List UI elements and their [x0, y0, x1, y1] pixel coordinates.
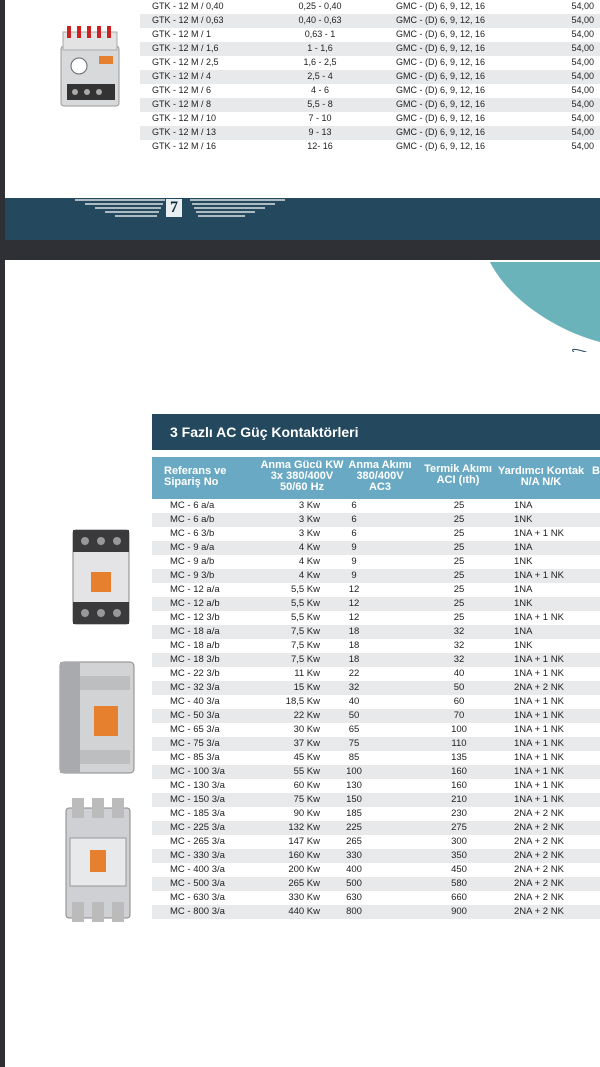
cell-ith: 160: [451, 766, 467, 777]
table-row: [152, 625, 600, 639]
cell-ith: 50: [453, 682, 465, 693]
cell-amp: 32: [348, 682, 360, 693]
cell-kw: 11 Kw: [294, 668, 320, 679]
header-aux-contact: Yardımcı Kontak N/A N/K: [497, 465, 585, 488]
cell-range: 1 - 1,6: [307, 43, 333, 53]
cell-price: 54,00: [571, 99, 594, 109]
table-row: [152, 499, 600, 513]
table-row: [140, 140, 600, 154]
cell-price: 54,00: [571, 127, 594, 137]
section-title: 3 Fazlı AC Güç Kontaktörleri: [170, 424, 359, 440]
cell-range: 12- 16: [307, 141, 333, 151]
cell-aux: 2NA + 2 NK: [514, 864, 564, 875]
cell-ith: 32: [453, 640, 465, 651]
cell-amp: 100: [346, 766, 362, 777]
cell-ith: 275: [451, 822, 467, 833]
cell-ith: 25: [453, 598, 465, 609]
cell-kw: 265 Kw: [288, 878, 320, 889]
cell-ref: GTK - 12 M / 4: [152, 71, 212, 81]
table-row: [152, 891, 600, 905]
table-row: [140, 28, 600, 42]
table-row: [140, 42, 600, 56]
cell-range: 4 - 6: [310, 85, 329, 95]
cell-ref: MC - 85 3/a: [170, 752, 220, 763]
table-row: [140, 84, 600, 98]
table-row: [140, 112, 600, 126]
cell-ref: MC - 6 a/b: [170, 514, 215, 525]
cell-kw: 7,5 Kw: [290, 626, 320, 637]
table-row: [140, 126, 600, 140]
cell-aux: 2NA + 2 NK: [514, 878, 564, 889]
contactor-medium-image: [58, 660, 136, 775]
cell-contactor: GMC - (D) 6, 9, 12, 16: [396, 127, 486, 137]
cell-aux: 2NA + 2 NK: [514, 808, 564, 819]
cell-amp: 12: [348, 584, 360, 595]
cell-aux: 1NK: [514, 514, 533, 525]
cell-ref: MC - 185 3/a: [170, 808, 225, 819]
cell-range: 5,5 - 8: [307, 99, 333, 109]
header-reference: Referans ve Sipariş No: [164, 465, 227, 488]
cell-aux: 2NA + 2 NK: [514, 822, 564, 833]
thermal-relay-image: [55, 26, 125, 110]
cell-aux: 1NA + 1 NK: [514, 738, 564, 749]
cell-price: 54,00: [571, 43, 594, 53]
teal-arc-decoration: [490, 262, 600, 352]
cell-ref: GTK - 12 M / 6: [152, 85, 212, 95]
cell-ref: MC - 65 3/a: [170, 724, 220, 735]
cell-contactor: GMC - (D) 6, 9, 12, 16: [396, 29, 486, 39]
cell-kw: 4 Kw: [298, 542, 320, 553]
table-row: [152, 513, 600, 527]
cell-amp: 330: [346, 850, 362, 861]
cell-ith: 32: [453, 654, 465, 665]
contactor-small-image: [71, 528, 131, 626]
cell-kw: 37 Kw: [293, 738, 320, 749]
cell-ith: 450: [451, 864, 467, 875]
cell-range: 2,5 - 4: [307, 71, 333, 81]
cell-kw: 3 Kw: [298, 500, 320, 511]
cell-kw: 160 Kw: [288, 850, 320, 861]
footer-decoration: [5, 198, 600, 240]
header-power: Anma Gücü KW 3x 380/400V 50/60 Hz: [260, 459, 344, 493]
cell-ith: 25: [453, 556, 465, 567]
table-row: [152, 863, 600, 877]
cell-contactor: GMC - (D) 6, 9, 12, 16: [396, 99, 486, 109]
cell-ref: MC - 18 a/b: [170, 640, 220, 651]
cell-ith: 135: [451, 752, 467, 763]
cell-range: 0,25 - 0,40: [298, 1, 342, 11]
cell-ith: 230: [451, 808, 467, 819]
cell-price: 54,00: [571, 15, 594, 25]
table-row: [152, 821, 600, 835]
cell-contactor: GMC - (D) 6, 9, 12, 16: [396, 43, 486, 53]
cell-ith: 25: [453, 584, 465, 595]
cell-ref: MC - 265 3/a: [170, 836, 225, 847]
cell-aux: 1NA + 1 NK: [514, 528, 564, 539]
cell-aux: 1NA + 1 NK: [514, 780, 564, 791]
table-row: [152, 807, 600, 821]
cell-ref: GTK - 12 M / 10: [152, 113, 217, 123]
cell-amp: 400: [346, 864, 362, 875]
cell-ref: MC - 400 3/a: [170, 864, 225, 875]
cell-contactor: GMC - (D) 6, 9, 12, 16: [396, 15, 486, 25]
cell-ith: 900: [451, 906, 467, 917]
cell-ref: MC - 6 a/a: [170, 500, 215, 511]
cell-kw: 15 Kw: [293, 682, 320, 693]
header-thermal: Termik Akımı ACI (ıth): [424, 463, 492, 486]
cell-amp: 630: [346, 892, 362, 903]
cell-ref: MC - 12 a/b: [170, 598, 220, 609]
cell-ref: GTK - 12 M / 0,40: [152, 1, 224, 11]
cell-amp: 265: [346, 836, 362, 847]
cell-kw: 90 Kw: [293, 808, 320, 819]
cell-kw: 5,5 Kw: [290, 612, 320, 623]
cell-ith: 300: [451, 836, 467, 847]
table-row: [152, 597, 600, 611]
cell-kw: 5,5 Kw: [290, 584, 320, 595]
cell-ith: 40: [453, 668, 465, 679]
cell-ref: GTK - 12 M / 8: [152, 99, 212, 109]
cell-kw: 60 Kw: [293, 780, 320, 791]
table-row: [152, 835, 600, 849]
cell-contactor: GMC - (D) 6, 9, 12, 16: [396, 141, 486, 151]
cell-ref: MC - 32 3/a: [170, 682, 220, 693]
cell-ref: MC - 150 3/a: [170, 794, 225, 805]
cell-ref: MC - 500 3/a: [170, 878, 225, 889]
cell-kw: 30 Kw: [293, 724, 320, 735]
cell-price: 54,00: [571, 1, 594, 11]
cell-amp: 130: [346, 780, 362, 791]
cell-ith: 25: [453, 500, 465, 511]
cell-aux: 1NA + 1 NK: [514, 612, 564, 623]
cell-kw: 7,5 Kw: [290, 654, 320, 665]
cell-amp: 9: [351, 556, 357, 567]
cell-kw: 18,5 Kw: [285, 696, 320, 707]
table-row: [152, 695, 600, 709]
table-row: [152, 793, 600, 807]
cell-aux: 1NA: [514, 500, 533, 511]
cell-ref: MC - 50 3/a: [170, 710, 220, 721]
cell-amp: 18: [348, 626, 360, 637]
cell-kw: 55 Kw: [293, 766, 320, 777]
cell-amp: 9: [351, 570, 357, 581]
cell-amp: 85: [348, 752, 360, 763]
section-title-bar: [152, 414, 600, 450]
cell-ith: 210: [451, 794, 467, 805]
cell-range: 0,40 - 0,63: [298, 15, 342, 25]
table-row: [152, 611, 600, 625]
cell-aux: 2NA + 2 NK: [514, 850, 564, 861]
cell-kw: 4 Kw: [298, 556, 320, 567]
cell-ref: MC - 100 3/a: [170, 766, 225, 777]
cell-amp: 12: [348, 612, 360, 623]
cell-ref: MC - 9 a/a: [170, 542, 215, 553]
cell-range: 1,6 - 2,5: [303, 57, 337, 67]
cell-amp: 65: [348, 724, 360, 735]
cell-aux: 1NK: [514, 640, 533, 651]
cell-range: 7 - 10: [308, 113, 332, 123]
table-row: [152, 765, 600, 779]
cell-ref: MC - 130 3/a: [170, 780, 225, 791]
cell-ref: MC - 225 3/a: [170, 822, 225, 833]
page-number: 7: [166, 199, 182, 217]
cell-price: 54,00: [571, 85, 594, 95]
cell-ith: 25: [453, 612, 465, 623]
cell-price: 54,00: [571, 57, 594, 67]
table-row: [152, 709, 600, 723]
table-row: [152, 681, 600, 695]
cell-kw: 132 Kw: [288, 822, 320, 833]
cell-ith: 32: [453, 626, 465, 637]
cell-contactor: GMC - (D) 6, 9, 12, 16: [396, 57, 486, 67]
cell-kw: 22 Kw: [293, 710, 320, 721]
cell-ith: 580: [451, 878, 467, 889]
cell-aux: 1NA + 1 NK: [514, 724, 564, 735]
cell-ref: GTK - 12 M / 0,63: [152, 15, 224, 25]
cell-ref: GTK - 12 M / 2,5: [152, 57, 219, 67]
cell-ref: MC - 9 3/b: [170, 570, 215, 581]
cell-amp: 50: [348, 710, 360, 721]
cell-kw: 3 Kw: [298, 514, 320, 525]
table-row: [152, 905, 600, 919]
cell-aux: 2NA + 2 NK: [514, 836, 564, 847]
cell-ref: GTK - 12 M / 13: [152, 127, 217, 137]
cell-kw: 330 Kw: [288, 892, 320, 903]
cell-kw: 7,5 Kw: [290, 640, 320, 651]
cell-aux: 1NA: [514, 584, 533, 595]
table-row: [152, 779, 600, 793]
cell-ith: 660: [451, 892, 467, 903]
cell-amp: 185: [346, 808, 362, 819]
cell-aux: 1NA + 1 NK: [514, 654, 564, 665]
table-row: [152, 751, 600, 765]
cell-kw: 3 Kw: [298, 528, 320, 539]
cell-ith: 25: [453, 570, 465, 581]
cell-amp: 500: [346, 878, 362, 889]
cell-amp: 800: [346, 906, 362, 917]
cell-amp: 18: [348, 640, 360, 651]
cell-ith: 160: [451, 780, 467, 791]
cell-aux: 1NA: [514, 626, 533, 637]
cell-kw: 4 Kw: [298, 570, 320, 581]
cell-ref: MC - 18 3/b: [170, 654, 220, 665]
cell-contactor: GMC - (D) 6, 9, 12, 16: [396, 113, 486, 123]
cell-kw: 45 Kw: [293, 752, 320, 763]
cell-ref: MC - 18 a/a: [170, 626, 220, 637]
cell-ref: MC - 75 3/a: [170, 738, 220, 749]
table-row: [152, 569, 600, 583]
cell-amp: 40: [348, 696, 360, 707]
table-row: [152, 555, 600, 569]
table-row: [140, 98, 600, 112]
table-row: [152, 849, 600, 863]
page-separator: [0, 240, 600, 260]
page-footer-band: [5, 198, 600, 240]
cell-aux: 1NA + 1 NK: [514, 752, 564, 763]
cell-ref: MC - 12 a/a: [170, 584, 220, 595]
cell-contactor: GMC - (D) 6, 9, 12, 16: [396, 1, 486, 11]
table-row: [152, 527, 600, 541]
cell-ref: GTK - 12 M / 1: [152, 29, 212, 39]
header-extra: B: [592, 465, 600, 477]
cell-ith: 350: [451, 850, 467, 861]
cell-kw: 200 Kw: [288, 864, 320, 875]
cell-price: 54,00: [571, 113, 594, 123]
cell-aux: 1NA + 1 NK: [514, 570, 564, 581]
cell-aux: 1NA + 1 NK: [514, 696, 564, 707]
table-row: [140, 56, 600, 70]
cell-amp: 225: [346, 822, 362, 833]
cell-range: 9 - 13: [308, 127, 332, 137]
cell-aux: 1NA: [514, 542, 533, 553]
table-row: [152, 877, 600, 891]
cell-aux: 2NA + 2 NK: [514, 906, 564, 917]
cell-ith: 70: [453, 710, 465, 721]
table-row: [152, 653, 600, 667]
cell-aux: 1NK: [514, 598, 533, 609]
cell-aux: 1NA + 1 NK: [514, 794, 564, 805]
contactor-large-image: [62, 798, 134, 922]
cell-ref: MC - 22 3/b: [170, 668, 220, 679]
cell-ref: GTK - 12 M / 1,6: [152, 43, 219, 53]
table-row: [140, 14, 600, 28]
cell-ref: MC - 330 3/a: [170, 850, 225, 861]
table-row: [152, 583, 600, 597]
left-page-edge: [0, 0, 5, 1067]
cell-kw: 75 Kw: [293, 794, 320, 805]
cell-ith: 60: [453, 696, 465, 707]
cell-ith: 110: [451, 738, 467, 749]
cell-ith: 25: [453, 514, 465, 525]
table-row: [140, 0, 600, 14]
cell-range: 0,63 - 1: [304, 29, 336, 39]
cell-aux: 1NA + 1 NK: [514, 710, 564, 721]
cell-amp: 22: [348, 668, 360, 679]
cell-aux: 1NA + 1 NK: [514, 766, 564, 777]
table-row: [152, 639, 600, 653]
table-header: [152, 457, 600, 499]
cell-amp: 6: [351, 528, 357, 539]
table-row: [140, 70, 600, 84]
cell-aux: 2NA + 2 NK: [514, 892, 564, 903]
cell-amp: 18: [348, 654, 360, 665]
cell-ref: GTK - 12 M / 16: [152, 141, 217, 151]
cell-price: 54,00: [571, 141, 594, 151]
cell-ith: 25: [453, 542, 465, 553]
cell-price: 54,00: [571, 71, 594, 81]
cell-ref: MC - 630 3/a: [170, 892, 225, 903]
cell-ref: MC - 6 3/b: [170, 528, 215, 539]
cell-amp: 12: [348, 598, 360, 609]
header-current: Anma Akımı 380/400V AC3: [348, 459, 412, 493]
table-row: [152, 541, 600, 555]
cell-amp: 9: [351, 542, 357, 553]
cell-contactor: GMC - (D) 6, 9, 12, 16: [396, 71, 486, 81]
table-row: [152, 723, 600, 737]
cell-kw: 440 Kw: [288, 906, 320, 917]
table-row: [152, 667, 600, 681]
cell-ith: 100: [451, 724, 467, 735]
cell-amp: 6: [351, 514, 357, 525]
cell-amp: 75: [348, 738, 360, 749]
cell-contactor: GMC - (D) 6, 9, 12, 16: [396, 85, 486, 95]
cell-aux: 2NA + 2 NK: [514, 682, 564, 693]
cell-aux: 1NA + 1 NK: [514, 668, 564, 679]
cell-amp: 150: [346, 794, 362, 805]
table-row: [152, 737, 600, 751]
cell-kw: 147 Kw: [288, 836, 320, 847]
cell-ref: MC - 800 3/a: [170, 906, 225, 917]
cell-ref: MC - 9 a/b: [170, 556, 215, 567]
cell-ref: MC - 12 3/b: [170, 612, 220, 623]
cell-amp: 6: [351, 500, 357, 511]
cell-price: 54,00: [571, 29, 594, 39]
cell-kw: 5,5 Kw: [290, 598, 320, 609]
cell-ref: MC - 40 3/a: [170, 696, 220, 707]
cell-aux: 1NK: [514, 556, 533, 567]
cell-ith: 25: [453, 528, 465, 539]
